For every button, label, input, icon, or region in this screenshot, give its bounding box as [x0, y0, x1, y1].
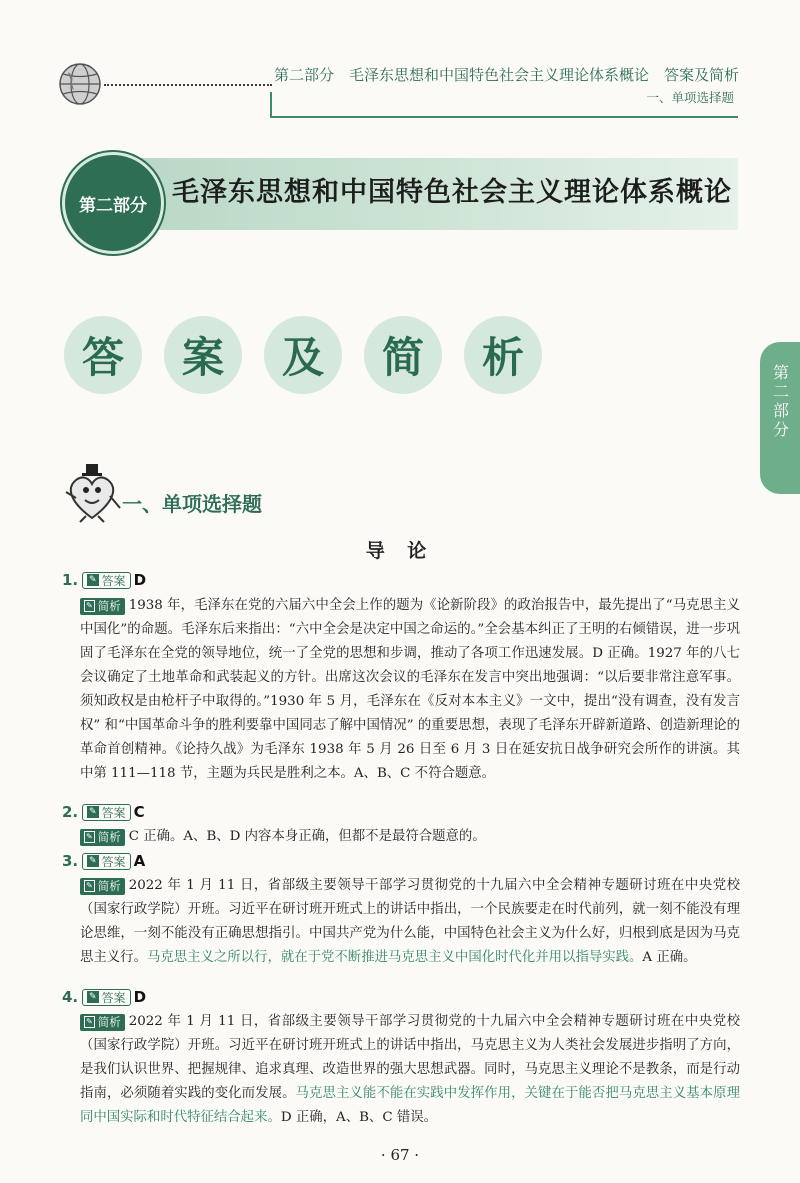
part-title: 毛泽东思想和中国特色社会主义理论体系概论	[172, 177, 732, 208]
subsection-title: 导 论	[365, 540, 435, 562]
question-number: 3.	[62, 852, 79, 870]
explanation: ✎ 简析 C 正确。A、B、D 内容本身正确，但都不是最符合题意的。	[80, 825, 740, 849]
explanation: ✎ 简析 1938 年，毛泽东在党的六届六中全会上作的题为《论新阶段》的政治报告中，最先提出了“马克思主义中国化”的命题。毛泽东后来指出：“六中全会是决定中国之命运的。”全会基本纠正了王明的右倾错误，进一步巩固了毛泽东在全党的领导地位，统一了全党的思想和步调，推动了各项工作迅速发展。D 正确。1927 年的八七会议确定了土地革命和武装起义的方针。出席这次会议的毛泽东在发言中突出地强调：“以后要非常注意军事。须知政权是由枪杆子中取得的。”1930 年 5 月，毛泽东在《反对本本主义》一文中，提出“没有调查，没有发言权” 和“中国革命斗争的胜利要靠中国同志了解中国情况” 的重要思想，表现了毛泽东开辟新道路、创造新理论的革命首创精神。《论持久战》为毛泽东 1938 年 5 月 26 日至 6 月 3 日在延安抗日战争研究会所作的讲演。其中第 111—118 节，主题为兵民是胜利之本。A、B、C 不符合题意。	[80, 598, 740, 781]
question-answer: D	[133, 988, 147, 1006]
highlight-text: 马克思主义之所以行，就在于党不断推进马克思主义中国化时代化并用以指导实践。	[146, 950, 643, 965]
header-dotted-rule	[104, 84, 272, 86]
part-badge	[62, 152, 164, 254]
big-title-char: 及	[264, 316, 342, 394]
big-title-char: 案	[164, 316, 242, 394]
big-title-char: 答	[64, 316, 142, 394]
explain-tag: ✎ 简析	[80, 598, 125, 615]
section-title: 一、单项选择题	[122, 492, 262, 516]
part-label: 第二部分	[79, 195, 147, 216]
explain-tag: ✎ 简析	[80, 878, 125, 895]
question-answer: C	[133, 803, 145, 821]
highlight-text: 马克思主义能不能在实践中发挥作用，关键在于能否把马克思主义基本原理同中国实际和时代特征结合起来。	[80, 1086, 741, 1125]
question-number: 4.	[62, 988, 79, 1006]
side-tab-label: 第二部分	[770, 364, 790, 440]
question-number: 1.	[62, 571, 79, 589]
question-header	[62, 986, 146, 1008]
question-header	[62, 850, 145, 872]
question-header	[62, 569, 146, 591]
answer-tag: ✎ 答案	[82, 853, 131, 870]
question-answer: D	[133, 571, 147, 589]
mascot-icon	[62, 462, 122, 524]
answer-tag: ✎ 答案	[82, 572, 131, 589]
running-header-subtitle: 一、单项选择题	[646, 90, 734, 105]
side-tab	[760, 342, 800, 494]
question-answer: A	[133, 852, 146, 870]
globe-icon	[58, 62, 102, 106]
question-number: 2.	[62, 803, 79, 821]
explanation: ✎ 简析 2022 年 1 月 11 日，省部级主要领导干部学习贯彻党的十九届六中全会精神专题研讨班在中央党校（国家行政学院）开班。习近平在研讨班开班式上的讲话中指出，一个民族要走在时代前列，就一刻不能没有理论思维，一刻不能没有正确思想指引。中国共产党为什么能，中国特色社会主义为什么好，归根到底是因为马克思主义行。马克思主义之所以行，就在于党不断推进马克思主义中国化时代化并用以指导实践。A 正确。	[80, 878, 740, 965]
explain-tag: ✎ 简析	[80, 829, 125, 846]
answer-tag: ✎ 答案	[82, 804, 131, 821]
running-header-title: 第二部分 毛泽东思想和中国特色社会主义理论体系概论 答案及简析	[274, 66, 740, 84]
answer-tag: ✎ 答案	[82, 989, 131, 1006]
explanation: ✎ 简析 2022 年 1 月 11 日，省部级主要领导干部学习贯彻党的十九届六中全会精神专题研讨班在中央党校（国家行政学院）开班。习近平在研讨班开班式上的讲话中指出，马克思主义为人类社会发展进步指明了方向，是我们认识世界、把握规律、追求真理、改造世界的强大思想武器。同时，马克思主义理论不是教条，而是行动指南，必须随着实践的变化而发展。马克思主义能不能在实践中发挥作用，关键在于能否把马克思主义基本原理同中国实际和时代特征结合起来。D 正确，A、B、C 错误。	[80, 1014, 741, 1125]
big-title-char: 析	[464, 316, 542, 394]
explain-tag: ✎ 简析	[80, 1014, 125, 1031]
question-header	[62, 801, 145, 823]
big-title-char: 简	[364, 316, 442, 394]
page-number: · 67 ·	[380, 1146, 420, 1164]
